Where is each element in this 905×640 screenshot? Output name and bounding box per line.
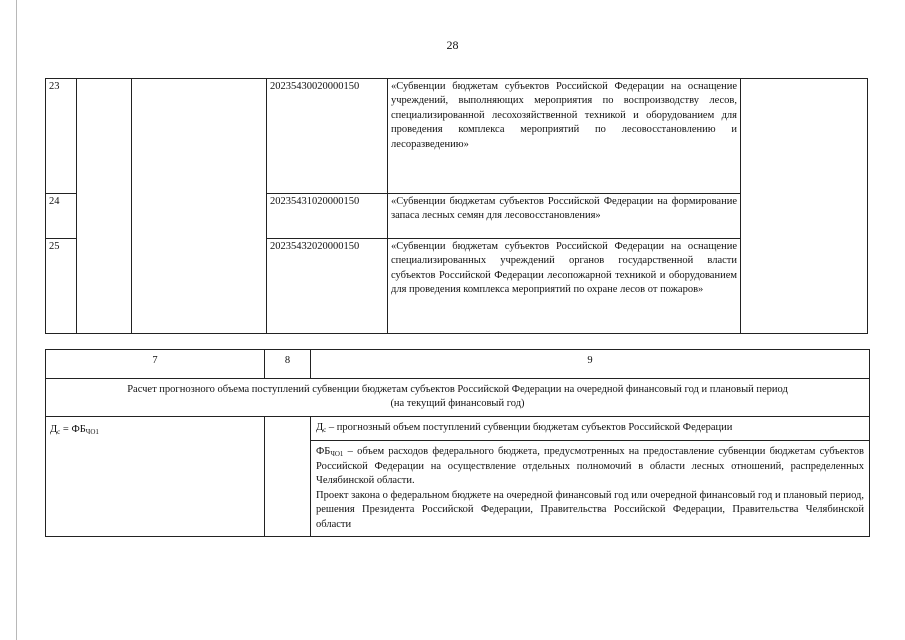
- definition-cell: [311, 440, 870, 536]
- empty-cell: [741, 79, 868, 334]
- section-title: [46, 379, 870, 417]
- page-number: 28: [446, 38, 459, 52]
- data-source-text: Проект закона о федеральном бюджете на очередной финансовый год или очередной финансовый год и плановый период, решения Президента Российской Федерации, Правительства Российской Федерации, Правительства Челябинской области: [316, 489, 864, 530]
- budget-code: 20235431020000150: [267, 194, 388, 239]
- empty-cell: [265, 416, 311, 536]
- definition-symbol: ФБ: [316, 445, 331, 457]
- budget-code: 20235430020000150: [267, 79, 388, 194]
- column-header: 7: [46, 350, 265, 379]
- row-number: 23: [46, 79, 77, 194]
- formula-symbol: Д: [50, 423, 58, 435]
- formula-subscript: с: [57, 427, 61, 436]
- empty-cell: [77, 79, 132, 334]
- definition-symbol: Д: [316, 421, 324, 433]
- row-number: 24: [46, 194, 77, 239]
- section-title-subline: (на текущий финансовый год): [390, 398, 525, 410]
- section-title-row: [46, 379, 870, 417]
- subvention-description: «Субвенции бюджетам субъектов Российской Федерации на формирование запаса лесных семян для лесовосстановления»: [388, 194, 741, 239]
- scan-edge-line: [16, 0, 17, 640]
- definition-cell: [311, 416, 870, 440]
- budget-code: 20235432020000150: [267, 239, 388, 334]
- definition-subscript: с: [323, 425, 327, 434]
- table-row: [46, 79, 868, 194]
- forecast-calculation-table: [45, 349, 870, 537]
- row-number: 25: [46, 239, 77, 334]
- subvention-description: «Субвенции бюджетам субъектов Российской Федерации на оснащение учреждений, выполняющих мероприятия по воспроизводству лесов, специализированной лесохозяйственной техникой и оборудованием для проведения комплекса мероприятий по лесовосстановлению и лесоразведению»: [388, 79, 741, 194]
- subventions-code-table: [45, 78, 868, 334]
- definition-subscript: ЧО1: [330, 449, 344, 458]
- column-header: 9: [311, 350, 870, 379]
- definition-text: – объем расходов федерального бюджета, предусмотренных на предоставление субвенции бюджетам субъектов Российской Федерации на осуществление отдельных полномочий в области лесных отношений, распределенных Челябинской области.: [316, 445, 864, 487]
- column-header: 8: [265, 350, 311, 379]
- formula-cell: [46, 416, 265, 536]
- column-header-row: [46, 350, 870, 379]
- subvention-description: «Субвенции бюджетам субъектов Российской Федерации на оснащение специализированных учреждений органов государственной власти субъектов Российской Федерации лесопожарной техникой и оборудованием для проведения комплекса мероприятий по охране лесов от пожаров»: [388, 239, 741, 334]
- formula-subscript: ЧО1: [85, 427, 99, 436]
- formula-row: [46, 416, 870, 440]
- formula-equals: = ФБ: [60, 423, 86, 435]
- empty-cell: [132, 79, 267, 334]
- section-title-line: Расчет прогнозного объема поступлений субвенции бюджетам субъектов Российской Федерации на очередной финансовый год и плановый период: [127, 384, 788, 395]
- definition-text: – прогнозный объем поступлений субвенции бюджетам субъектов Российской Федерации: [326, 421, 733, 433]
